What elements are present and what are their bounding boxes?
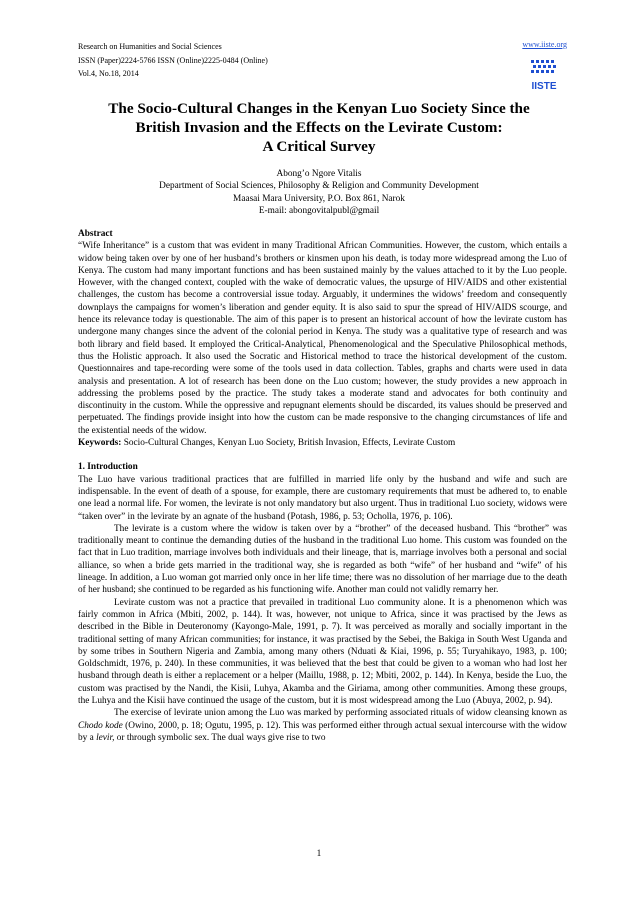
keywords-list: Socio-Cultural Changes, Kenyan Luo Society, British Invasion, Effects, Levirate Custom (121, 438, 456, 449)
author-email: E-mail: abongovitalpubl@gmail (258, 205, 380, 216)
abstract-text: “Wife Inheritance” is a custom that was evident in many Traditional African Communities. However, the custom, which entails a widow being taken over by one of her husband’s brothers or kinsmen upon his death, is today more widespread among the Luo of Kenya. The custom had many important functions and has been sustained mainly by the values attached to it by the Luo people. However, with the changed context, coupled with the wake of democratic values, the upsurge of HIV/AIDS and other existential challenges, the custom has become a controversial issue today. Arguably, it undermines the widows’ freedom and consequently downplays the campaigns for women’s liberation and gender equity. It is also said to spur the spread of HIV/AIDS scourge, and hence its relevance today is questionable. The aim of this paper is to present an historical account of how the levirate custom has undergone many changes since the advent of the colonial period in Kenya. The study was a qualitative type of research and was both library and field based. It employed the Critical-Analytical, Phenomenological and the Speculative Philosophical methods, thus the Holistic approach. It also used the Socratic and Historical method to trace the historical development of the custom. Questionnaires and tape-recording were some of the tools used in data collection. Tables, graphs and charts were used in data analysis and presentation. A lot of research has been done on the Luo custom; however, the study provides a new approach in addressing the problems posed by the practice. The study takes a moderate stand and advocates for both continuity and discontinuity in the custom. While the oppressive and repugnant elements should be discarded, its values should be preserved and perpetuated. The findings provide insight into how the custom can be made responsive to the changing circumstances of life and the existential needs of the widow. (78, 241, 567, 436)
author-department: Department of Social Sciences, Philosophy & Religion and Community Development (159, 181, 479, 192)
section-heading: 1. Introduction (78, 462, 138, 473)
journal-name: Research on Humanities and Social Sciences (78, 42, 222, 51)
iiste-logo (521, 56, 567, 92)
title-line: The Socio-Cultural Changes in the Kenyan Luo Society Since the (108, 100, 530, 117)
paper-title (60, 99, 578, 156)
paragraph (78, 707, 567, 744)
journal-issn: ISSN (Paper)2224-5766 ISSN (Online)2225-0484 (Online) (78, 55, 268, 65)
journal-volume: Vol.4, No.18, 2014 (78, 69, 139, 78)
italic-term: levir, (96, 732, 115, 743)
keywords-line (78, 437, 567, 449)
title-line: British Invasion and the Effects on the Levirate Custom: (135, 119, 503, 136)
keywords-label: Keywords: (78, 438, 122, 449)
website-link[interactable]: www.iiste.org (522, 40, 567, 49)
paragraph: The Luo have various traditional practices that are fulfilled in married life only by the husband and wife and such are indispensable. In the event of death of a spouse, for example, there are customary requirements that must be adhered to, to enable one lead a normal life. For women, the levirate is not only mandatory but also urgent. Thus in traditional Luo society, widows were “taken over” in the levirate by an agnate of the husband (Potash, 1986, p. 53; Ocholla, 1976, p. 106). (78, 474, 567, 522)
title-line: A Critical Survey (262, 138, 376, 155)
paragraph: Levirate custom was not a practice that prevailed in traditional Luo community alone. It is a phenomenon which was fairly common in Africa (Mbiti, 2002, p. 144). It was, however, not unique to Africa, since it was practised by the Jews as described in the Bible in Deuteronomy (Kayongo-Male, 1991, p. 7). It was perceived as morally and socially important in the traditional setting of many African communities; for instance, it was practised by the Sebei, the Bakiga in South West Uganda and by some tribes in Southern Nigeria and Zambia, among many others (Nduati & Kiai, 1996, p. 55; Turyahikayo, 1983, p. 100; Goldschmidt, 1976, p. 240). In these communities, it was believed that the best that could be given to a woman who had lost her husband through death is either a replacement or a helper (Maillu, 1988, p. 12; Mbiti, 2002, p. 144). In Kenya, beside the Luo, the custom was practised by the Nandi, the Kisii, Luhya, Akamba and the Giriama, among other communities. Among these groups, the Luhya and the Kisii have continued the usage of the custom, but it is most widespread among the Luo (Abuya, 2002, p. 94). (78, 597, 567, 706)
logo-text: IISTE (531, 81, 557, 92)
author-university: Maasai Mara University, P.O. Box 861, Narok (233, 193, 405, 204)
paragraph-text: or through symbolic sex. The dual ways give rise to two (114, 732, 326, 743)
italic-term: Chodo kode (78, 720, 123, 731)
abstract-heading: Abstract (78, 229, 113, 239)
paragraph-text: The exercise of levirate union among the Luo was marked by performing associated rituals of widow cleansing known as (114, 708, 567, 719)
page-number: 1 (316, 849, 322, 859)
author-block (60, 168, 578, 217)
paper-body (78, 228, 567, 744)
paragraph-text: (Owino, 2000, p. 18; Ogutu, 1995, p. 12). This was performed either through actual sexual intercourse with the widow by a (78, 720, 567, 743)
author-name: Abong’o Ngore Vitalis (276, 169, 362, 179)
paragraph: The levirate is a custom where the widow is taken over by a “brother” of the deceased husband. This “brother” was traditionally meant to continue the demanding duties of the husband in the traditional Luo home. This custom was founded on the fact that in Luo tradition, marriage involves both individuals and their lineage, that is, marriage involves both a personal and social alliance, so when a bride gets married in the traditional way, she is regarded as both “wife” of her husband and “wife” of his lineage. In addition, a Luo woman got married only once in her life time; there was no dissolution of her marriage due to the death of her husband; she continued to be regarded as his functioning wife. Another man could not validly remarry her. (78, 523, 567, 596)
journal-header (78, 40, 268, 81)
